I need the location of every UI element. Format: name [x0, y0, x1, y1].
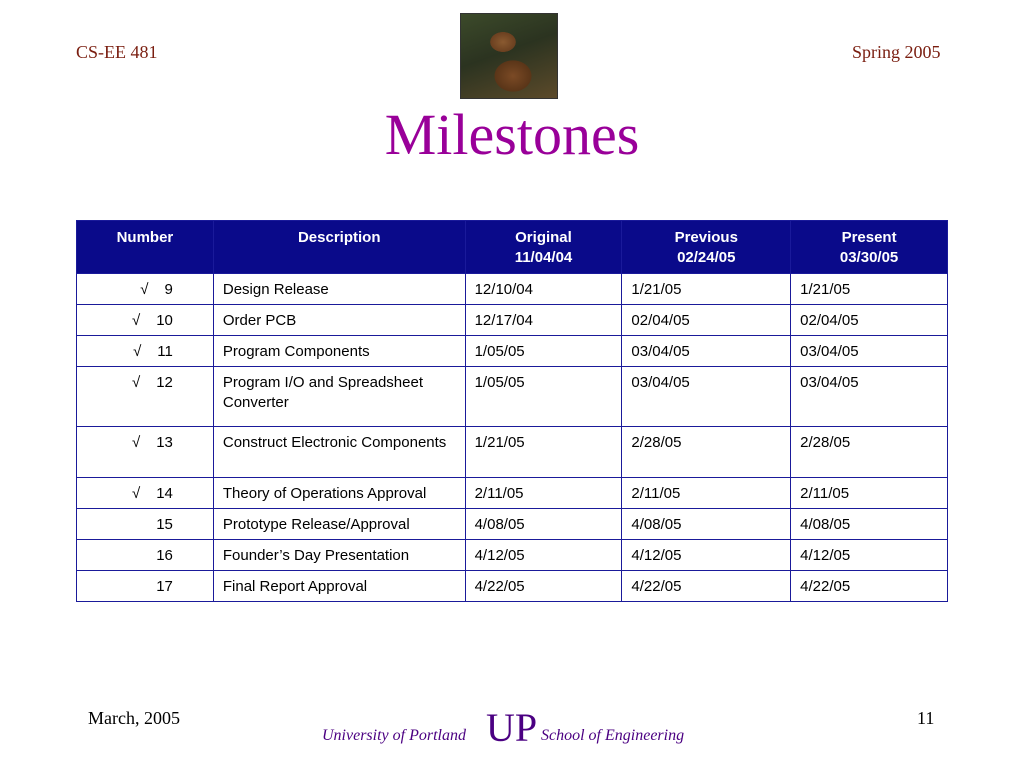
description-cell: Theory of Operations Approval — [213, 478, 465, 509]
present-date-cell: 2/28/05 — [791, 427, 948, 478]
original-date-cell: 2/11/05 — [465, 478, 622, 509]
present-date-cell: 2/11/05 — [791, 478, 948, 509]
column-header-previous: Previous 02/24/05 — [622, 221, 791, 274]
previous-date-cell: 03/04/05 — [622, 367, 791, 427]
previous-date-cell: 4/22/05 — [622, 571, 791, 602]
column-header-description: Description — [213, 221, 465, 274]
description-cell: Program Components — [213, 336, 465, 367]
checkmark-icon: √ — [131, 374, 141, 391]
checkmark-icon: √ — [140, 281, 149, 298]
svg-text:UP: UP — [486, 705, 538, 750]
previous-date-cell: 2/28/05 — [622, 427, 791, 478]
page-number: 11 — [917, 708, 935, 728]
number-cell: 17 — [77, 571, 214, 602]
original-date-cell: 4/12/05 — [465, 540, 622, 571]
column-header-original: Original 11/04/04 — [465, 221, 622, 274]
original-date-cell: 4/08/05 — [465, 509, 622, 540]
description-cell: Program I/O and Spreadsheet Converter — [213, 367, 465, 427]
present-date-cell: 02/04/05 — [791, 305, 948, 336]
number-cell: 15 — [77, 509, 214, 540]
number-cell: √ 11 — [77, 336, 214, 367]
present-date-cell: 4/12/05 — [791, 540, 948, 571]
original-date-cell: 12/10/04 — [465, 274, 622, 305]
university-logo-icon — [484, 703, 538, 751]
present-date-cell: 03/04/05 — [791, 336, 948, 367]
checkmark-icon: √ — [131, 485, 141, 502]
checkmark-icon: √ — [131, 434, 141, 451]
present-date-cell: 4/22/05 — [791, 571, 948, 602]
number-cell: √ 10 — [77, 305, 214, 336]
description-cell: Prototype Release/Approval — [213, 509, 465, 540]
table-row — [77, 427, 948, 478]
fox-mascot-image — [460, 13, 558, 99]
table-row — [77, 540, 948, 571]
school-name: School of Engineering — [541, 727, 685, 744]
previous-date-cell: 1/21/05 — [622, 274, 791, 305]
table-row — [77, 509, 948, 540]
previous-date-cell: 02/04/05 — [622, 305, 791, 336]
original-date-cell: 12/17/04 — [465, 305, 622, 336]
original-date-cell: 4/22/05 — [465, 571, 622, 602]
term-label: Spring 2005 — [852, 42, 941, 62]
original-date-cell: 1/21/05 — [465, 427, 622, 478]
table-header-row — [77, 221, 948, 274]
description-cell: Final Report Approval — [213, 571, 465, 602]
table-row — [77, 478, 948, 509]
number-cell: 16 — [77, 540, 214, 571]
table-row — [77, 367, 948, 427]
milestones-table — [76, 220, 948, 602]
table-row — [77, 571, 948, 602]
description-cell: Design Release — [213, 274, 465, 305]
footer-date: March, 2005 — [88, 708, 180, 728]
university-name: University of Portland — [322, 727, 466, 744]
original-date-cell: 1/05/05 — [465, 367, 622, 427]
description-cell: Order PCB — [213, 305, 465, 336]
table-row — [77, 274, 948, 305]
previous-date-cell: 03/04/05 — [622, 336, 791, 367]
description-cell: Founder’s Day Presentation — [213, 540, 465, 571]
previous-date-cell: 4/08/05 — [622, 509, 791, 540]
checkmark-icon: √ — [131, 312, 141, 329]
previous-date-cell: 4/12/05 — [622, 540, 791, 571]
column-header-number: Number — [77, 221, 214, 274]
number-cell: √ 9 — [77, 274, 214, 305]
table-row — [77, 336, 948, 367]
original-date-cell: 1/05/05 — [465, 336, 622, 367]
column-header-present: Present 03/30/05 — [791, 221, 948, 274]
checkmark-icon: √ — [133, 343, 142, 360]
number-cell: √ 14 — [77, 478, 214, 509]
slide-title: Milestones — [384, 102, 640, 167]
table-row — [77, 305, 948, 336]
description-cell: Construct Electronic Components — [213, 427, 465, 478]
present-date-cell: 03/04/05 — [791, 367, 948, 427]
course-label: CS-EE 481 — [76, 42, 158, 62]
present-date-cell: 1/21/05 — [791, 274, 948, 305]
number-cell: √ 12 — [77, 367, 214, 427]
present-date-cell: 4/08/05 — [791, 509, 948, 540]
number-cell: √ 13 — [77, 427, 214, 478]
previous-date-cell: 2/11/05 — [622, 478, 791, 509]
